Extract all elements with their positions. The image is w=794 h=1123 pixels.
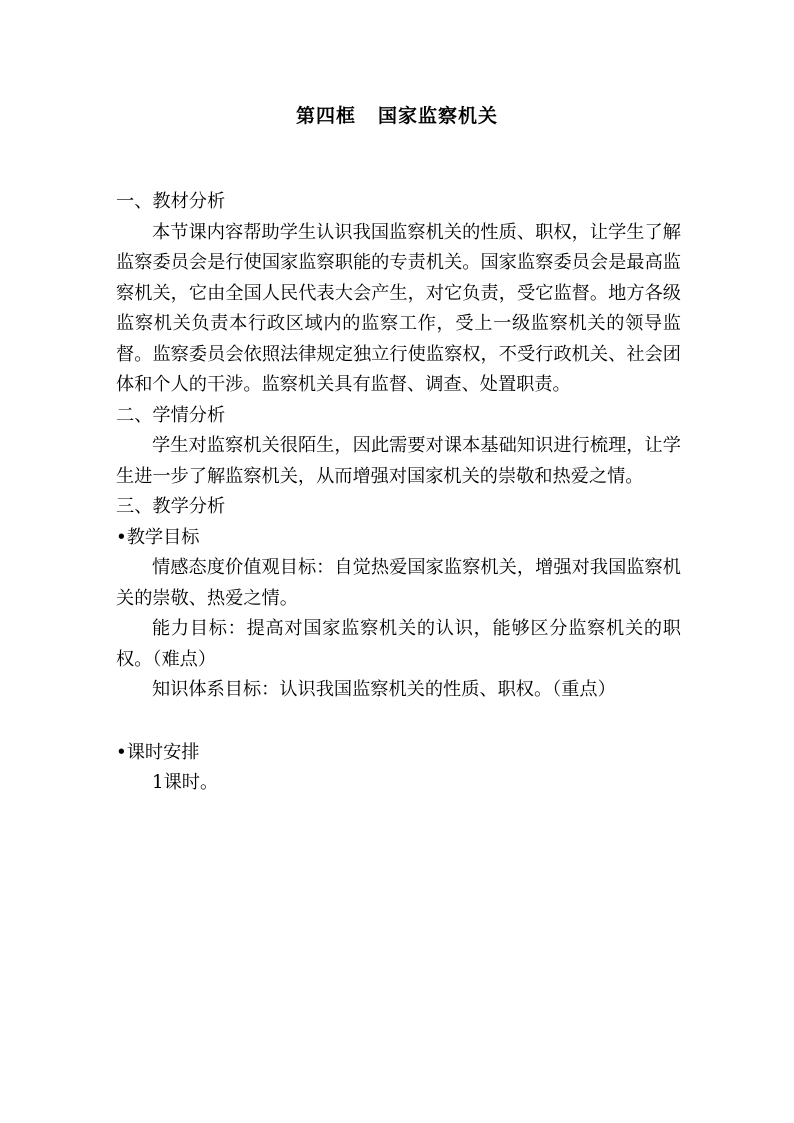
paragraph-emotion-goal: 情感态度价值观目标：自觉热爱国家监察机关，增强对我国监察机关的崇敬、热爱之情。 [116, 557, 681, 609]
subheading-class-schedule: •课时安排 [116, 741, 200, 763]
paragraph-textbook-analysis: 本节课内容帮助学生认识我国监察机关的性质、职权，让学生了解监察委员会是行使国家监察职能的专责机关。国家监察委员会是最高监察机关，它由全国人民代表大会产生，对它负责，受它监督。地方各级监察机关负责本行政区域内的监察工作，受上一级监察机关的领导监督。监察委员会依照法律规定独立行使监察权，不受行政机关、社会团体和个人的干涉。监察机关具有监督、调查、处置职责。 [116, 221, 681, 395]
section-heading-textbook-analysis: 一、教材分析 [116, 191, 226, 212]
title-part-1: 第四框 [295, 105, 356, 127]
paragraph-ability-goal: 能力目标：提高对国家监察机关的认识，能够区分监察机关的职权。（难点） [116, 618, 681, 670]
paragraph-knowledge-goal: 知识体系目标：认识我国监察机关的性质、职权。（重点） [152, 679, 616, 700]
section-heading-student-analysis: 二、学情分析 [116, 404, 226, 426]
title-part-2: 国家监察机关 [378, 105, 499, 127]
paragraph-student-analysis: 学生对监察机关很陌生，因此需要对课本基础知识进行梳理，让学生进一步了解监察机关，从而增强对国家机关的崇敬和热爱之情。 [116, 435, 681, 487]
paragraph-class-schedule: 1课时。 [152, 772, 219, 793]
blank-line [116, 706, 681, 738]
document-body [116, 187, 681, 799]
document-title [0, 103, 794, 129]
section-heading-teaching-analysis: 三、教学分析 [116, 496, 226, 517]
subheading-teaching-objectives: •教学目标 [116, 526, 200, 548]
